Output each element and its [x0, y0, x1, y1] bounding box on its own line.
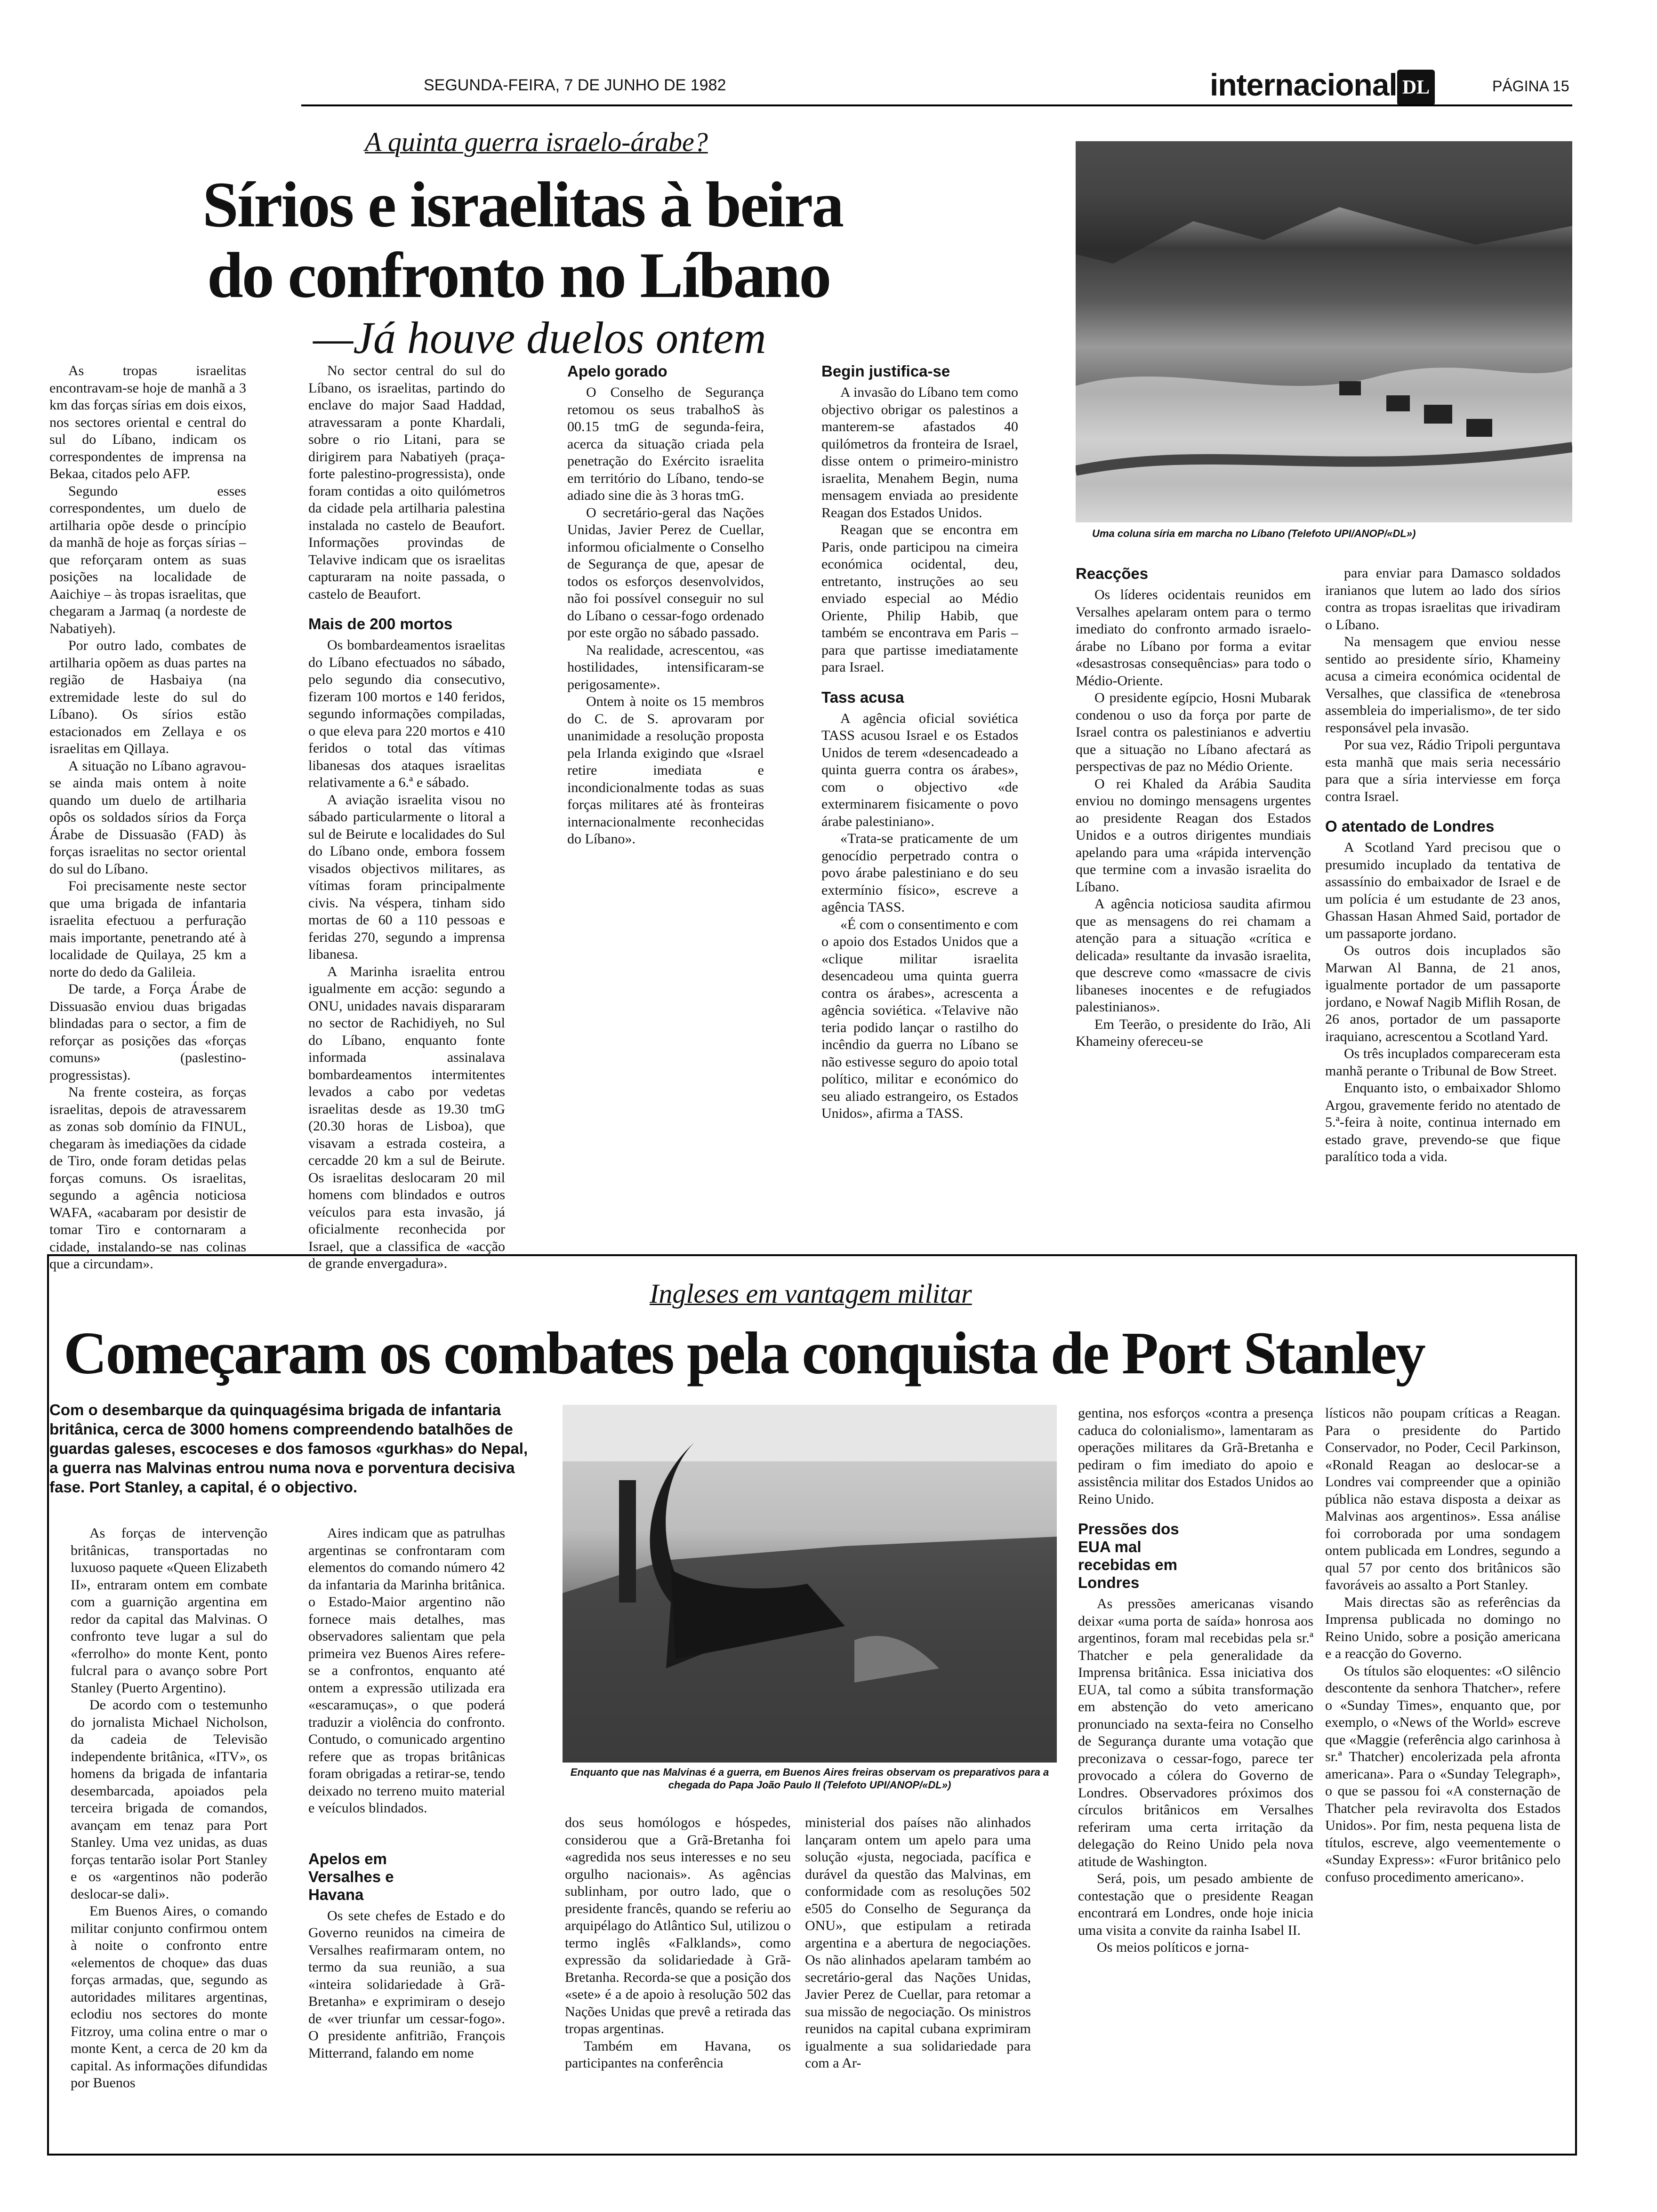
a2c1-p1: As forças de intervenção britânicas, transportadas no luxuoso paquete «Queen Elizabeth II», entraram ontem em combate com a guarnição argentina em redor da capital das Malvinas. O confronto teve lugar a sul do «ferrolho» do monte Kent, ponto fulcral para o avanço sobre Port Stanley (Puerto Argentino).: [71, 1525, 267, 1696]
a1c1-p6: De tarde, a Força Árabe de Dissuasão enviou duas brigadas blindadas para o sector, a fim de reforçar as posições das «forças comuns» (paslestino-progressistas).: [49, 981, 246, 1083]
headline-1b: do confronto no Líbano: [207, 239, 830, 311]
headline-2: Começaram os combates pela conquista de Port Stanley: [64, 1320, 1424, 1387]
a2c2-p2: Os sete chefes de Estado e do Governo reunidos na cimeira de Versalhes reafirmaram ontem, no termo da sua reunião, a sua «inteira solidariedade à Grã-Bretanha» e exprimiram o desejo de «ver triunfar um cessar-fogo». O presidente anfitrião, François Mitterrand, falando em nome: [308, 1907, 505, 2061]
a1c6-p7: Enquanto isto, o embaixador Shlomo Argou, gravemente ferido no atentado de 5.ª-feira à noite, continua internado em estado grave, prevendo-se que fique paralítico toda a vida.: [1325, 1080, 1560, 1164]
a1c4-subhead-2: Tass acusa: [821, 688, 904, 706]
a1c1-p4: A situação no Líbano agravou-se ainda mais ontem à noite quando um duelo de artilharia opôs os soldados sírios da Força Árabe de Dissuasão (FAD) às forças israelitas no sector oriental do sul do Líbano.: [49, 758, 246, 877]
page-number: PÁGINA 15: [1492, 78, 1569, 95]
a2c5-p1: gentina, nos esforços «contra a presença caduca do colonialismo», lamentaram as operações militares da Grã-Bretanha e pediram o fim imediato do apoio e assistência militar dos Estados Unidos ao Reino Unido.: [1078, 1405, 1313, 1507]
a1c1-p5: Foi precisamente neste sector que uma brigada de infantaria israelita efectuou a perfuração mais importante, penetrando até à localidade de Quilaya, 25 km a norte do dedo da Galileia.: [49, 878, 246, 980]
a1c1-p3: Por outro lado, combates de artilharia opõem as duas partes na região de Hasbaiya (na extremidade leste do sul do Líbano). Os sírios estão estacionados em Zellaya e os israelitas em Qillaya.: [49, 638, 246, 756]
a1c6-p2: Na mensagem que enviou nesse sentido ao presidente sírio, Khameiny acusa a cimeira económica ocidental de Versalhes, que classifica de «tenebrosa assembleia do imperialismo», de ter sido responsável pela invasão.: [1325, 634, 1560, 736]
a2c2-subhead: Apelos em Versalhes e Havana: [308, 1850, 394, 1903]
a2c5-subhead: Pressões dos EUA mal recebidas em Londres: [1078, 1520, 1179, 1591]
a2c6-p1: lísticos não poupam críticas a Reagan. Para o presidente do Partido Conservador, no Poder, Cecil Parkinson, «Ronald Reagan ao deslocar-se a Londres vai compreender que a opinião pública não estava disposta a deixar as Malvinas aos argentinos». Essa análise foi corroborada por uma sondagem ontem publicada em Londres, segundo a qual 57 por cento dos britânicos são favoráveis ao assalto a Port Stanley.: [1325, 1405, 1560, 1593]
headline-1a: Sírios e israelitas à beira: [202, 168, 843, 240]
a1c6-p5: Os outros dois incuplados são Marwan Al Banna, de 21 anos, igualmente portador de um passaporte jordano, e Nowaf Nagib Miflih Rosan, de 26 anos, portador de um passaporte iraquiano, acrescentou a Scotland Yard.: [1325, 943, 1560, 1044]
a1c5-p2: O presidente egípcio, Hosni Mubarak condenou o uso da força por parte de Israel contra os palestinianos e advertiu que a situação no Líbano afectará as perspectivas de paz no Médio Oriente.: [1076, 690, 1311, 774]
photo-caption-1: Uma coluna síria em marcha no Líbano (Telefoto UPI/ANOP/«DL»): [1092, 528, 1416, 539]
a1c5-subhead: Reacções: [1076, 565, 1149, 582]
a1c5-p3: O rei Khaled da Arábia Saudita enviou no domingo mensagens urgentes ao presidente Reagan dos Estados Unidos e a outros dirigentes mundiais apelando para uma «rápida intervenção que termine com a invasão israelita do Líbano.: [1076, 776, 1311, 895]
a1c6-subhead: O atentado de Londres: [1325, 817, 1495, 835]
a1c1-p1: As tropas israelitas encontravam-se hoje de manhã a 3 km das forças sírias em dois eixos, nos sectores oriental e central do sul do Líbano, indicam os correspondentes de imprensa na Bekaa, citados pelo AFP.: [49, 363, 246, 481]
a2c5-p2: As pressões americanas visando deixar «uma porta de saída» honrosa aos argentinos, foram mal recebidas pela sr.ª Thatcher e pela generalidade da Imprensa britânica. Essa iniciativa dos EUA, tal como a súbita transformação em abstenção do veto americano pronunciado na sexta-feira no Conselho de Segurança durante uma votação que preconizava o cessar-fogo, parece ter provocado a cólera do Governo de Londres. Observadores próximos dos círculos britânicos em Versalhes referiram uma certa irritação da delegação do Reino Unido pela nova atitude de Washington.: [1078, 1596, 1313, 1869]
a1-column-2: [308, 362, 505, 1273]
subhead-1: —Já houve duelos ontem: [313, 313, 766, 363]
a2c5-p3: Será, pois, um pesado ambiente de contestação que o presidente Reagan encontrará em Londres, onde hoje inicia uma visita a convite da rainha Isabel II.: [1078, 1871, 1313, 1938]
a1-column-1: [49, 362, 246, 1273]
a1c5-p4: A agência noticiosa saudita afirmou que as mensagens do rei chamam a atenção para a situação «crítica e delicada» resultante da invasão israelita, que descreve como «massacre de civis libaneses inocentes e de refugiados palestinianos».: [1076, 896, 1311, 1015]
a1c3-p4: Ontem à noite os 15 membros do C. de S. aprovaram por unanimidade a resolução proposta pela Irlanda exigindo que «Israel retire imediata e incondicionalmente todas as suas forças militares até às fronteiras internacionalmente reconhecidas do Líbano».: [567, 694, 764, 847]
a2-column-1: [71, 1525, 267, 2139]
a1c6-p3: Por sua vez, Rádio Tripoli perguntava esta manhã que mais seria necessário para que a síria interviesse em força contra Israel.: [1325, 737, 1560, 804]
a1c2-p3: A aviação israelita visou no sábado particularmente o litoral a sul de Beirute e localidades do Sul do Líbano onde, embora fossem visados objectivos militares, as vítimas foram principalmente civis. Na véspera, tinham sido mortas de 60 a 110 pessoas e feridas 270, segundo a imprensa libanesa.: [308, 792, 505, 962]
a1c1-p7: Na frente costeira, as forças israelitas, depois de atravessarem as zonas sob domínio da FINUL, chegaram às imediações da cidade de Tiro, onde foram detidas pelas forças comuns. Os israelitas, segundo a agência noticiosa WAFA, «acabaram por desistir de tomar Tiro e contornaram a cidade, instalando-se nas colinas que a circundam».: [49, 1084, 246, 1272]
a1c3-p1: O Conselho de Segurança retomou os seus trabalhoS às 00.15 tmG de segunda-feira, acerca da situação criada pela penetração do Exército israelita em território do Líbano, tendo-se adiado sine die às 3 horas tmG.: [567, 385, 764, 503]
a2-column-3: [565, 1814, 791, 2139]
a1c4-p2: Reagan que se encontra em Paris, onde participou na cimeira económica ocidental, deu, entretanto, instruções ao seu enviado especial ao Médio Oriente, Philip Habib, que também se encontrava em Paris – para que partisse imediatamente para Israel.: [821, 522, 1018, 675]
a2c2-p1: Aires indicam que as patrulhas argentinas se confrontaram com elementos do comando número 42 da infantaria da Marinha britânica. o Estado-Maior argentino não fornece mais detalhes, mas observadores salientam que pela primeira vez Buenos Aires refere-se a confrontos, enquanto até ontem a expressão utilizada era «escaramuças», o que poderá traduzir a violência do confronto. Contudo, o comunicado argentino refere que as tropas britânicas foram obrigadas a retirar-se, tendo deixado no terreno muito material e veículos blindados.: [308, 1525, 505, 1816]
nuns-buenos-aires-photo: [563, 1405, 1057, 1763]
a2c3-p2: Também em Havana, os participantes na conferência: [565, 2038, 791, 2071]
a1c6-p6: Os três incuplados compareceram esta manhã perante o Tribunal de Bow Street.: [1325, 1046, 1560, 1079]
a1c2-subhead: Mais de 200 mortos: [308, 615, 453, 633]
a2c5-p4: Os meios políticos e jorna-: [1097, 1940, 1249, 1955]
a2-column-6: [1325, 1405, 1560, 2139]
section-name: internacional: [1210, 67, 1397, 102]
a1c3-p3: Na realidade, acrescentou, «as hostilidades, intensificaram-se perigosamente».: [567, 642, 764, 692]
dl-logo: [1397, 70, 1435, 105]
header-rule: [301, 104, 1572, 106]
lead-2: Com o desembarque da quinquagésima brigada de infantaria britânica, cerca de 3000 homens compreendendo batalhões de guardas galeses, escoceses e dos famosos «gurkhas» do Nepal, a guerra nas Malvinas entrou numa nova e porventura decisiva fase. Port Stanley, a capital, é o objectivo.: [49, 1401, 528, 1496]
a1c5-p1: Os líderes ocidentais reunidos em Versalhes apelaram ontem para o termo imediato do confronto armado israelo-árabe no Líbano por forma a evitar «desastrosas consequências» para todo o Médio-Oriente.: [1076, 587, 1311, 689]
kicker-2: Ingleses em vantagem militar: [650, 1278, 972, 1309]
photo-caption-2: Enquanto que nas Malvinas é a guerra, em Buenos Aires freiras observam os preparativos para a chegada do Papa João Paulo II (Telefoto UPI/ANOP/«DL»): [570, 1766, 1049, 1791]
a2c3-p1: dos seus homólogos e hóspedes, considerou que a Grã-Bretanha foi «agredida nos seus interesses e no seu orgulho nacionais». As agências sublinham, por outro lado, que o presidente francês, quando se referiu ao arquipélago do Atlântico Sul, utilizou o termo inglês «Falklands», como expressão da solidariedade à Grã-Bretanha. Recorda-se que a posição dos «sete» é a de apoio à resolução 502 das Nações Unidas que prevê a retirada das tropas argentinas.: [565, 1815, 791, 2036]
a1c3-subhead: Apelo gorado: [567, 362, 668, 380]
date-line: SEGUNDA-FEIRA, 7 DE JUNHO DE 1982: [424, 76, 726, 94]
a1c2-p4: A Marinha israelita entrou igualmente em acção: segundo a ONU, unidades navais dispararam no sector de Rachidiyeh, no Sul do Líbano, enquanto fonte informada assinalava bombardeamentos intermitentes levados a cabo por vedetas israelitas desde as 19.30 tmG (20.30 horas de Lisboa), que visavam a estrada costeira, a cercadde 20 km a sul de Beirute. Os israelitas deslocaram 20 mil homens com blindados e outros veículos para esta invasão, já oficialmente reconhecida por Israel, que a classifica de «acção de grande envergadura».: [308, 963, 505, 1271]
a1c4-subhead: Begin justifica-se: [821, 362, 950, 380]
a1c4-p1: A invasão do Líbano tem como objectivo obrigar os palestinos a manterem-se afastados 40 quilómetros da fronteira de Israel, disse ontem o primeiro-ministro israelita, Menahem Begin, numa mensagem enviada ao presidente Reagan dos Estados Unidos.: [821, 385, 1018, 521]
a2-column-4: [805, 1814, 1031, 2139]
a2c6-p2: Mais directas são as referências da Imprensa publicada no domingo no Reino Unido, sobre a posição americana e a reacção do Governo.: [1325, 1594, 1560, 1661]
kicker-1: A quinta guerra israelo-árabe?: [365, 127, 708, 157]
a1-column-4: [821, 362, 1018, 1273]
a1c2-p2: Os bombardeamentos israelitas do Líbano efectuados no sábado, pelo segundo dia consecutivo, fizeram 100 mortos e 140 feridos, segundo informações compiladas, o que eleva para 220 mortos e 410 feridos o total das vítimas libanesas dos ataques israelitas relativamente a 6.ª e sábado.: [308, 637, 505, 790]
a1-column-5: [1076, 565, 1311, 1273]
a2c1-p2: De acordo com o testemunho do jornalista Michael Nicholson, da cadeia de Televisão independente britânica, «ITV», os homens da brigada de infantaria desembarcada, apoiados pela terceira brigada de comandos, avançam em tenaz para Port Stanley. Uma vez unidas, as duas forças tentarão isolar Port Stanley e os «argentinos não poderão deslocar-se dali».: [71, 1697, 267, 1902]
a1c4-p4: «Trata-se praticamente de um genocídio perpetrado contra o povo árabe palestiniano e do seu extermínio físico», escreve a agência TASS.: [821, 831, 1018, 915]
a1c6-p4: A Scotland Yard precisou que o presumido incuplado da tentativa de assassínio do embaixador de Israel e de um polícia é um estudante de 23 anos, Ghassan Hasan Ahmed Said, portador de um passaporte jordano.: [1325, 840, 1560, 941]
a1c1-p2: Segundo esses correspondentes, um duelo de artilharia opõe desde o princípio da manhã de hoje as forças sírias – que reforçaram ontem as suas posições na localidade de Aaichiye – às tropas israelitas, que chegaram a Jarmaq (a nordeste de Nabatiyeh).: [49, 483, 246, 636]
logo-text: DL: [1402, 77, 1430, 98]
a1c2-p1: No sector central do sul do Líbano, os israelitas, partindo do enclave do major Saad Haddad, atravessaram a ponte Khardali, sobre o rio Litani, para se dirigirem para Nabatiyeh (praça-forte palestino-progressista), onde foram contidas a oito quilómetros da cidade pela artilharia palestina instalada no castelo de Beaufort. Informações provindas de Telavive indicam que os israelitas capturaram na noite passada, o castelo de Beaufort.: [308, 363, 505, 602]
a1c3-p2: O secretário-geral das Nações Unidas, Javier Perez de Cuellar, informou oficialmente o Conselho de Segurança de que, apesar de todos os esforços desenvolvidos, não foi possível conseguir no sul do Líbano o cessar-fogo ordenado por este orgão no sábado passado.: [567, 505, 764, 641]
syrian-column-photo: [1076, 141, 1572, 522]
a2c1-p3: Em Buenos Aires, o comando militar conjunto confirmou ontem à noite o confronto entre «elementos de choque» das duas forças armadas, que, segundo as autoridades militares argentinas, eclodiu nos sectores do monte Fitzroy, uma colina entre o mar o monte Kent, a cerca de 20 km da capital. As informações difundidas por Buenos: [71, 1903, 267, 2091]
a1c5-p5: Em Teerão, o presidente do Irão, Ali Khameiny ofereceu-se: [1076, 1016, 1311, 1049]
a1c4-p3: A agência oficial soviética TASS acusou Israel e os Estados Unidos de terem «desencadeado a quinta guerra contra os árabes», com o objectivo «de exterminarem fisicamente o povo árabe palestiniano».: [821, 710, 1018, 829]
a2c6-p3: Os títulos são eloquentes: «O silêncio descontente da senhora Thatcher», refere o «Sunday Times», enquanto que, por exemplo, o «News of the World» escreve que «Maggie (referência algo carinhosa à sr.ª Thatcher) encolerizada pela afronta americana». Para o «Sunday Telegraph», o que se passou foi «A consternação de Thatcher pela reviravolta dos Estados Unidos». Por fim, nesta pequena lista de títulos, escreve, algo veementemente o «Sunday Express»: «Furor britânico pelo confuso procedimento americano».: [1325, 1663, 1560, 1885]
a1-column-6: [1325, 565, 1560, 1273]
a1-column-3: [567, 362, 764, 1273]
a2-column-2: [308, 1525, 505, 2139]
a1c4-p5: «É com o consentimento e com o apoio dos Estados Unidos que a «clique militar israelita desencadeou uma quinta guerra contra os árabes», acrescenta a agência soviética. «Telavive não teria podido lançar o rastilho do incêndio da guerra no Líbano se não estivesse seguro do apoio total político, militar e económico do seu aliado estrangeiro, os Estados Unidos», afirma a TASS.: [821, 916, 1018, 1121]
a2c4-p1: ministerial dos países não alinhados lançaram ontem um apelo para uma solução «justa, negociada, pacífica e durável da questão das Malvinas, em conformidade com as resoluções 502 e505 do Conselho de Segurança da ONU», que estipulam a retirada argentina e a abertura de negociações. Os não alinhados apelaram também ao secretário-geral das Nações Unidas, Javier Perez de Cuellar, para retomar a sua missão de negociação. Os ministros reunidos na capital cubana exprimiram igualmente a sua solidariedade para com a Ar-: [805, 1815, 1031, 2071]
a1c6-p1: para enviar para Damasco soldados iranianos que lutem ao lado dos sírios contra as tropas israelitas que irivadiram o Líbano.: [1325, 565, 1560, 633]
photo-image: [1076, 141, 1572, 522]
photo-image-2: [563, 1405, 1057, 1763]
a2-column-5: [1078, 1405, 1313, 2139]
